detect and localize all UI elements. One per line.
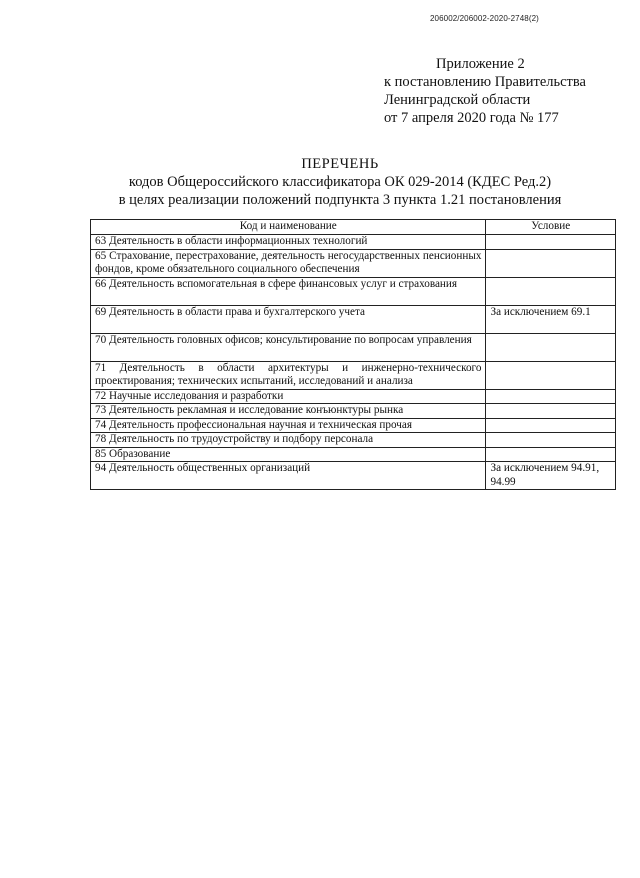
table-row (91, 447, 616, 462)
heading-line-2: в целях реализации положений подпункта 3 пункта 1.21 постановления (118, 192, 562, 208)
table-row (91, 249, 616, 277)
table-row (91, 418, 616, 433)
row-condition: За исключением 69.1 (486, 305, 616, 333)
table-row (91, 305, 616, 333)
row-name: 73 Деятельность рекламная и исследование конъюнктуры рынка (91, 404, 486, 419)
table-row (91, 333, 616, 361)
row-condition: За исключением 94.91, 94.99 (486, 462, 616, 490)
document-heading (80, 155, 600, 209)
row-condition (486, 235, 616, 250)
table-row (91, 433, 616, 448)
row-condition (486, 447, 616, 462)
table-row (91, 404, 616, 419)
heading-title: ПЕРЕЧЕНЬ (301, 156, 379, 172)
row-name: 70 Деятельность головных офисов; консультирование по вопросам управления (91, 333, 486, 361)
row-condition (486, 404, 616, 419)
table-row (91, 361, 616, 389)
row-condition (486, 418, 616, 433)
row-condition (486, 433, 616, 448)
codes-table (90, 219, 616, 490)
row-condition (486, 277, 616, 305)
table-row (91, 462, 616, 490)
row-name: 65 Страхование, перестрахование, деятельность негосударственных пенсионных фондов, кроме обязательного социального обеспечения (91, 249, 486, 277)
table-row (91, 235, 616, 250)
row-name: 66 Деятельность вспомогательная в сфере финансовых услуг и страхования (91, 277, 486, 305)
row-condition (486, 249, 616, 277)
row-condition (486, 389, 616, 404)
table-row (91, 277, 616, 305)
appendix-title: Приложение 2 (436, 56, 525, 72)
row-name: 74 Деятельность профессиональная научная и техническая прочая (91, 418, 486, 433)
appendix-block (384, 55, 614, 127)
heading-line-1: кодов Общероссийского классификатора ОК 029-2014 (КДЕС Ред.2) (128, 174, 552, 190)
table-header-row (91, 220, 616, 235)
row-name: 63 Деятельность в области информационных технологий (91, 235, 486, 250)
table-row (91, 389, 616, 404)
row-name: 71 Деятельность в области архитектуры и инженерно-технического проектирования; технических испытаний, исследований и анализа (91, 361, 486, 389)
column-header-condition: Условие (486, 220, 616, 235)
appendix-line-2: Ленинградской области (384, 92, 531, 108)
row-name: 85 Образование (91, 447, 486, 462)
document-id: 206002/206002-2020-2748(2) (430, 14, 539, 23)
row-name: 78 Деятельность по трудоустройству и подбору персонала (91, 433, 486, 448)
appendix-line-3: от 7 апреля 2020 года № 177 (384, 110, 559, 126)
appendix-line-1: к постановлению Правительства (384, 74, 586, 90)
row-condition (486, 333, 616, 361)
row-condition (486, 361, 616, 389)
column-header-name: Код и наименование (91, 220, 486, 235)
row-name: 94 Деятельность общественных организаций (91, 462, 486, 490)
row-name: 72 Научные исследования и разработки (91, 389, 486, 404)
row-name: 69 Деятельность в области права и бухгалтерского учета (91, 305, 486, 333)
